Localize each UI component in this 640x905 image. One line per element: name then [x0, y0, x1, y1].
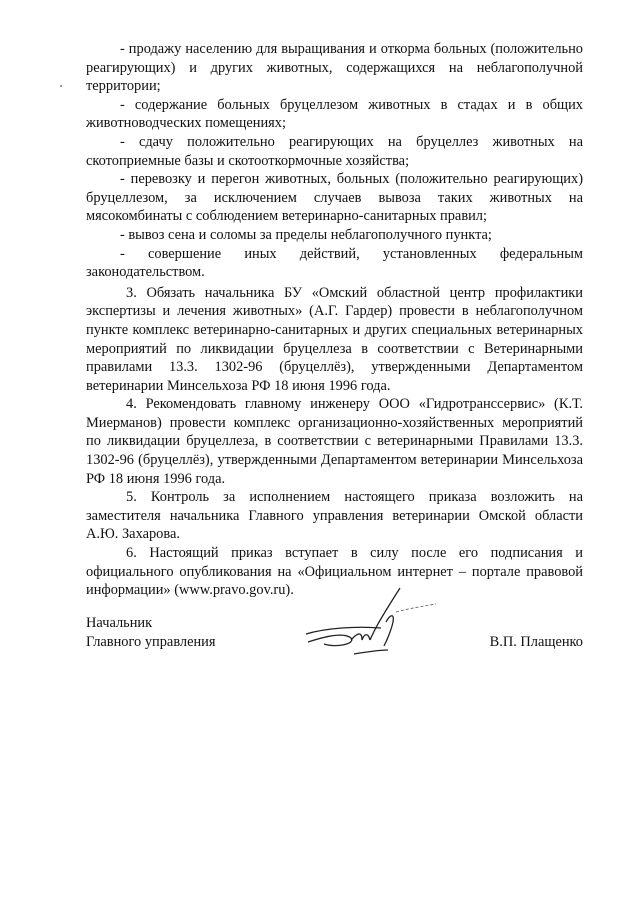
order-point-4: 4. Рекомендовать главному инженеру ООО «Гидротранссервис» (К.Т. Миерманов) провести комплекс организационно-хозяйственных мероприятий по ликвидации бруцеллеза, в соответствии с ветеринарными Правилами 13.3. 1302-96 (бруцеллёз), утвержденными Департаментом ветеринарии Минсельхоза РФ 18 июня 1996 года. [86, 396, 583, 487]
signature-block [86, 614, 583, 658]
scan-speck [60, 85, 62, 87]
signatory-name: В.П. Плащенко [489, 633, 583, 650]
signatory-title-line: Главного управления [86, 633, 216, 650]
order-point-5: 5. Контроль за исполнением настоящего приказа возложить на заместителя начальника Главного управления ветеринарии Омской области А.Ю. Захарова. [86, 489, 583, 543]
list-item: - содержание больных бруцеллезом животных в стадах и в общих животноводческих помещениях; [86, 96, 583, 132]
list-item: - вывоз сена и соломы за пределы неблагополучного пункта; [120, 226, 492, 243]
signatory-title-line: Начальник [86, 615, 153, 631]
list-item: - сдачу положительно реагирующих на бруцеллез животных на скотоприемные базы и скотооткормочные хозяйства; [86, 133, 583, 169]
signatory-title [86, 614, 216, 651]
handwritten-signature-icon [296, 582, 446, 662]
list-item: - перевозку и перегон животных, больных (положительно реагирующих) бруцеллезом, за исключением случаев вывоза таких животных на мясокомбинаты с соблюдением ветеринарно-санитарных правил; [86, 171, 583, 225]
order-point-6: 6. Настоящий приказ вступает в силу после его подписания и официального опубликования на «Официальном интернет – портале правовой информации» (www.pravo.gov.ru). [86, 545, 583, 599]
list-item: - продажу населению для выращивания и откорма больных (положительно реагирующих) и других животных, содержащихся на неблагополучной территории; [86, 41, 583, 95]
prohibitions-list [86, 40, 583, 282]
order-points [86, 284, 583, 600]
order-point-3: 3. Обязать начальника БУ «Омский областной центр профилактики экспертизы и лечения животных» (А.Г. Гардер) провести в неблагополучном пункте комплекс ветеринарно-санитарных и других специальных ветеринарных мероприятий по ликвидации бруцеллеза в соответствии с Ветеринарными правилами 13.3. 1302-96 (бруцеллёз), утвержденными Департаментом ветеринарии Минсельхоза РФ 18 июня 1996 года. [86, 284, 583, 394]
list-item: - совершение иных действий, установленных федеральным законодательством. [86, 245, 583, 281]
